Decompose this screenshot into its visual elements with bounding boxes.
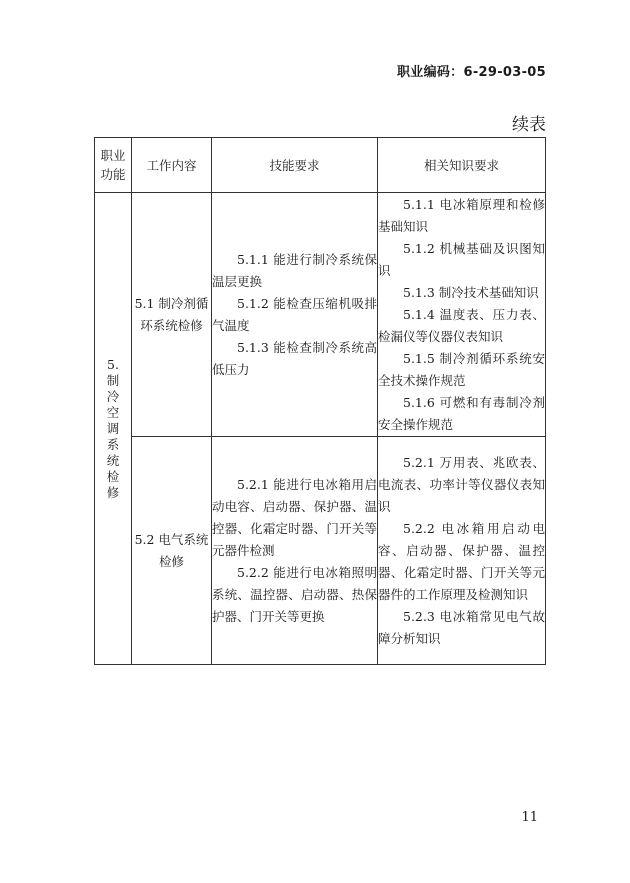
- header-skill-requirements: 技能要求: [212, 138, 378, 193]
- work-content-cell: 5.2 电气系统检修: [132, 437, 212, 665]
- knowledge-item: 5.1.4 温度表、压力表、检漏仪等仪器仪表知识: [378, 306, 545, 344]
- header-work-content: 工作内容: [132, 138, 212, 193]
- skills-cell: [212, 437, 378, 665]
- knowledge-item: 5.1.2 机械基础及识图知识: [378, 240, 545, 278]
- header-function: 职业功能: [95, 138, 132, 193]
- continued-label: 续表: [512, 115, 546, 135]
- function-cell: 5. 制冷空调系统检修: [95, 193, 132, 665]
- knowledge-item: 5.1.6 可燃和有毒制冷剂安全操作规范: [378, 394, 545, 432]
- skill-item: 5.2.2 能进行电冰箱照明系统、温控器、启动器、热保护器、门开关等更换: [212, 564, 377, 624]
- work-content-cell: 5.1 制冷剂循环系统检修: [132, 193, 212, 437]
- table-header-row: [95, 138, 546, 193]
- table-row: [95, 193, 546, 437]
- knowledge-item: 5.2.3 电冰箱常见电气故障分析知识: [378, 608, 545, 646]
- knowledge-item: 5.1.3 制冷技术基础知识: [403, 284, 539, 300]
- skill-item: 5.1.1 能进行制冷系统保温层更换: [212, 251, 377, 289]
- occupation-code: 职业编码：6-29-03-05: [396, 65, 546, 80]
- skills-cell: [212, 193, 378, 437]
- knowledge-item: 5.1.1 电冰箱原理和检修基础知识: [378, 196, 545, 234]
- knowledge-cell: [378, 193, 546, 437]
- skill-item: 5.1.2 能检查压缩机吸排气温度: [212, 295, 377, 333]
- header-knowledge-requirements: 相关知识要求: [378, 138, 546, 193]
- page-number: 11: [521, 810, 538, 825]
- knowledge-item: 5.2.2 电冰箱用启动电容、启动器、保护器、温控器、化霜定时器、门开关等元器件的工作原理及检测知识: [378, 520, 545, 602]
- knowledge-cell: [378, 437, 546, 665]
- knowledge-item: 5.2.1 万用表、兆欧表、电流表、功率计等仪器仪表知识: [378, 454, 545, 514]
- skill-item: 5.1.3 能检查制冷系统高低压力: [212, 339, 377, 377]
- requirements-table: [94, 137, 546, 665]
- skill-item: 5.2.1 能进行电冰箱用启动电容、启动器、保护器、温控器、化霜定时器、门开关等元器件检测: [212, 476, 377, 558]
- table-row: [95, 437, 546, 665]
- knowledge-item: 5.1.5 制冷剂循环系统安全技术操作规范: [378, 350, 545, 388]
